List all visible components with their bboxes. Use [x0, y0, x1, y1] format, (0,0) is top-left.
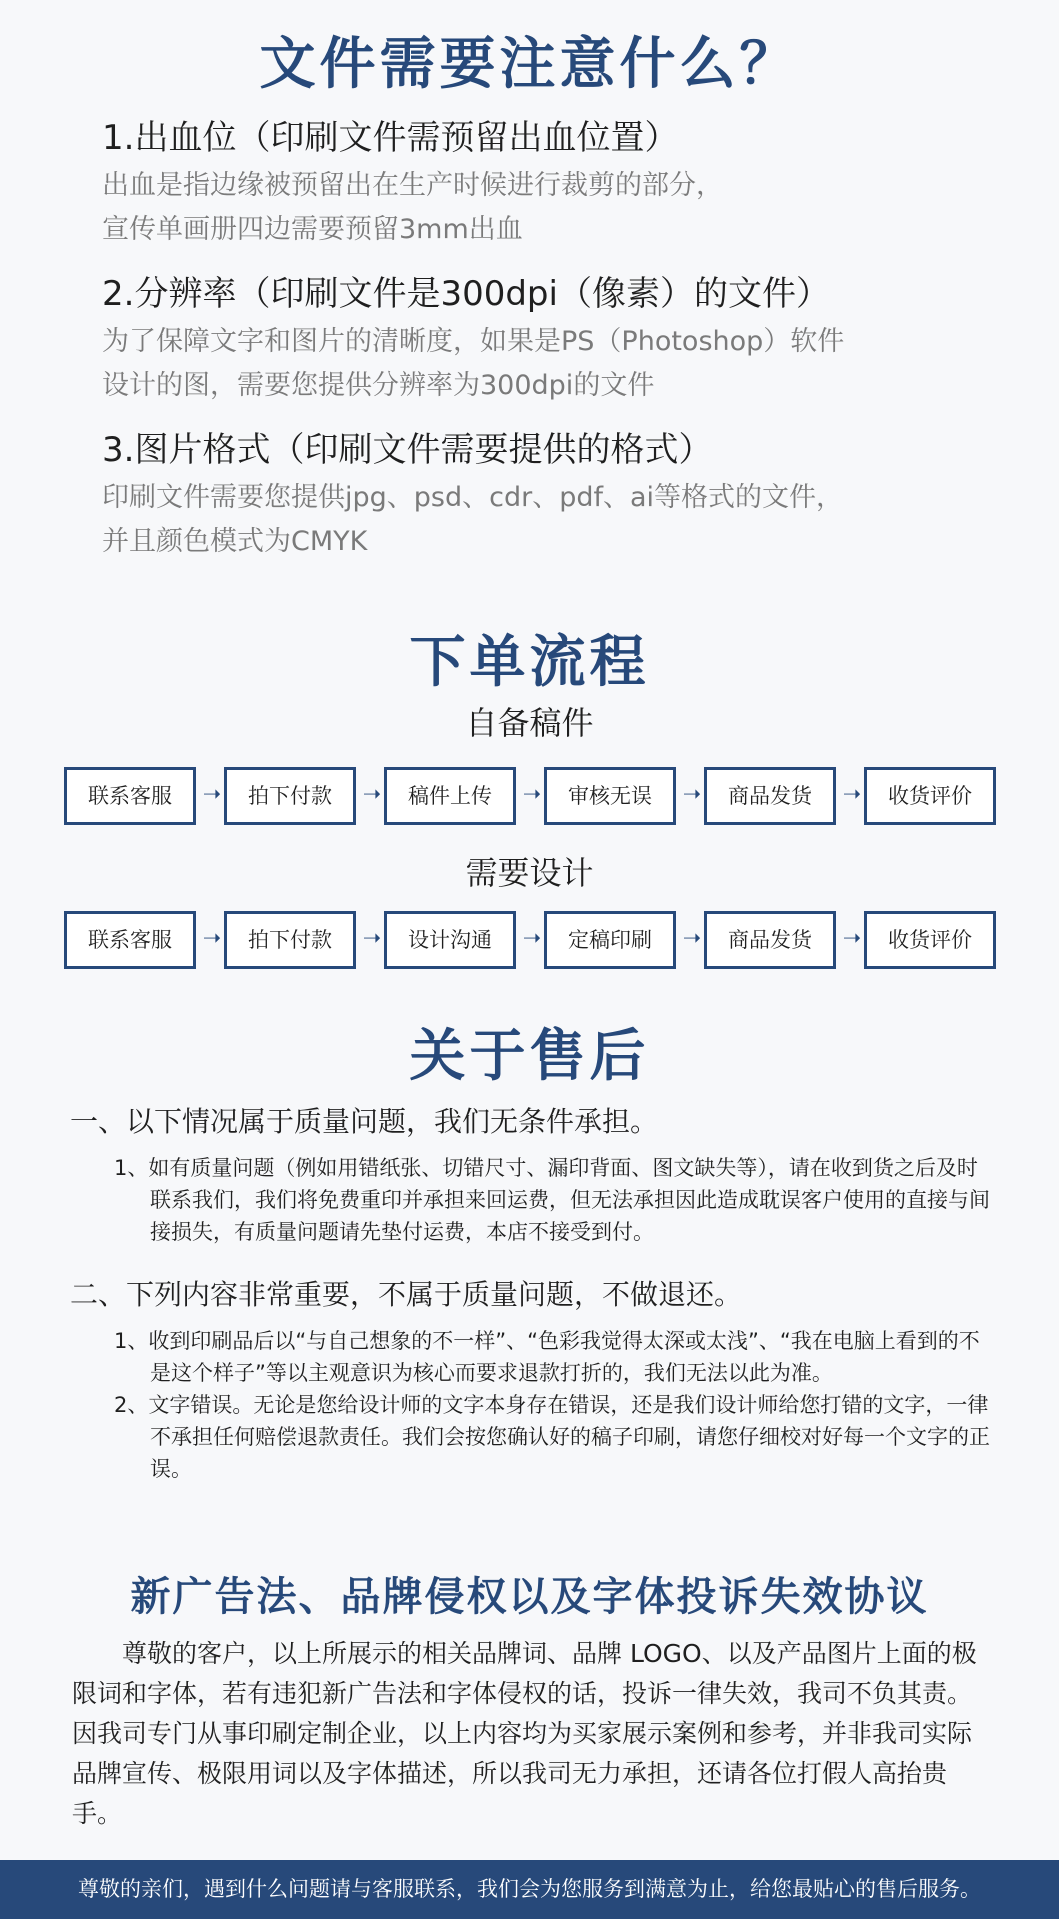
file-note-line: 并且颜色模式为CMYK	[102, 526, 368, 557]
flow-step: 定稿印刷	[544, 911, 676, 969]
flow-heading-own-file: 自备稿件	[465, 704, 594, 742]
after-sale-heading: 二、下列内容非常重要，不属于质量问题，不做退还。	[70, 1278, 743, 1311]
after-sale-list	[70, 1152, 990, 1248]
arrow-right-icon: ➝	[842, 926, 862, 951]
arrow-right-icon: ➝	[522, 782, 542, 807]
file-note-resolution	[102, 268, 1002, 408]
arrow-right-icon: ➝	[522, 926, 542, 951]
legal-agreement-title: 新广告法、品牌侵权以及字体投诉失效协议	[130, 1574, 929, 1620]
flow-step: 拍下付款	[224, 911, 356, 969]
file-note-line: 为了保障文字和图片的清晰度，如果是PS（Photoshop）软件	[102, 326, 845, 357]
after-sale-quality-block	[70, 1102, 990, 1248]
flow-step: 联系客服	[64, 767, 196, 825]
flow-step: 设计沟通	[384, 911, 516, 969]
flow-step: 审核无误	[544, 767, 676, 825]
after-sale-title: 关于售后	[409, 1024, 650, 1089]
flow-need-design	[64, 911, 995, 967]
file-notes-list	[102, 112, 1002, 580]
flow-step: 收货评价	[864, 767, 996, 825]
file-note-title: 2.分辨率（印刷文件是300dpi（像素）的文件）	[102, 274, 830, 314]
file-note-bleed	[102, 112, 1002, 252]
flow-step: 收货评价	[864, 911, 996, 969]
file-note-line: 出血是指边缘被预留出在生产时候进行裁剪的部分，	[102, 170, 723, 201]
arrow-right-icon: ➝	[842, 782, 862, 807]
list-item: 2、文字错误。无论是您给设计师的文字本身存在错误，还是我们设计师给您打错的文字，一律不承担任何赔偿退款责任。我们会按您确认好的稿子印刷，请您仔细校对好每一个文字的正误。	[114, 1393, 990, 1481]
legal-agreement-text: 尊敬的客户，以上所展示的相关品牌词、品牌 LOGO、以及产品图片上面的极限词和字体，若有违犯新广告法和字体侵权的话，投诉一律失效，我司不负其责。因我司专门从事印刷定制企业，以上内容均为买家展示案例和参考，并非我司实际品牌宣传、极限用词以及字体描述，所以我司无力承担，还请各位打假人高抬贵手。	[72, 1639, 977, 1828]
flow-step: 商品发货	[704, 911, 836, 969]
footer-banner: 尊敬的亲们，遇到什么问题请与客服联系，我们会为您服务到满意为止，给您最贴心的售后服务。	[0, 1860, 1059, 1919]
flow-step: 联系客服	[64, 911, 196, 969]
file-note-title: 3.图片格式（印刷文件需要提供的格式）	[102, 430, 713, 470]
file-notes-title: 文件需要注意什么？	[259, 32, 800, 97]
order-process-title: 下单流程	[409, 630, 650, 695]
flow-step: 拍下付款	[224, 767, 356, 825]
file-note-title: 1.出血位（印刷文件需预留出血位置）	[102, 118, 679, 158]
after-sale-list	[70, 1325, 990, 1485]
flow-step: 商品发货	[704, 767, 836, 825]
arrow-right-icon: ➝	[202, 926, 222, 951]
file-note-format	[102, 424, 1002, 564]
file-note-line: 设计的图，需要您提供分辨率为300dpi的文件	[102, 370, 655, 401]
arrow-right-icon: ➝	[202, 782, 222, 807]
file-note-line: 宣传单画册四边需要预留3mm出血	[102, 214, 523, 245]
list-item: 1、收到印刷品后以“与自己想象的不一样”、“色彩我觉得太深或太浅”、“我在电脑上看到的不是这个样子”等以主观意识为核心而要求退款打折的，我们无法以此为准。	[114, 1329, 980, 1385]
flow-step: 稿件上传	[384, 767, 516, 825]
arrow-right-icon: ➝	[362, 782, 382, 807]
arrow-right-icon: ➝	[362, 926, 382, 951]
flow-heading-need-design: 需要设计	[465, 854, 594, 892]
arrow-right-icon: ➝	[682, 926, 702, 951]
list-item: 1、如有质量问题（例如用错纸张、切错尺寸、漏印背面、图文缺失等），请在收到货之后及时联系我们，我们将免费重印并承担来回运费，但无法承担因此造成耽误客户使用的直接与间接损失，有质量问题请先垫付运费，本店不接受到付。	[114, 1156, 990, 1244]
after-sale-nonrefund-block	[70, 1275, 990, 1485]
file-note-line: 印刷文件需要您提供jpg、psd、cdr、pdf、ai等格式的文件，	[102, 482, 844, 513]
flow-own-file	[64, 767, 995, 823]
after-sale-heading: 一、以下情况属于质量问题，我们无条件承担。	[70, 1105, 659, 1138]
arrow-right-icon: ➝	[682, 782, 702, 807]
